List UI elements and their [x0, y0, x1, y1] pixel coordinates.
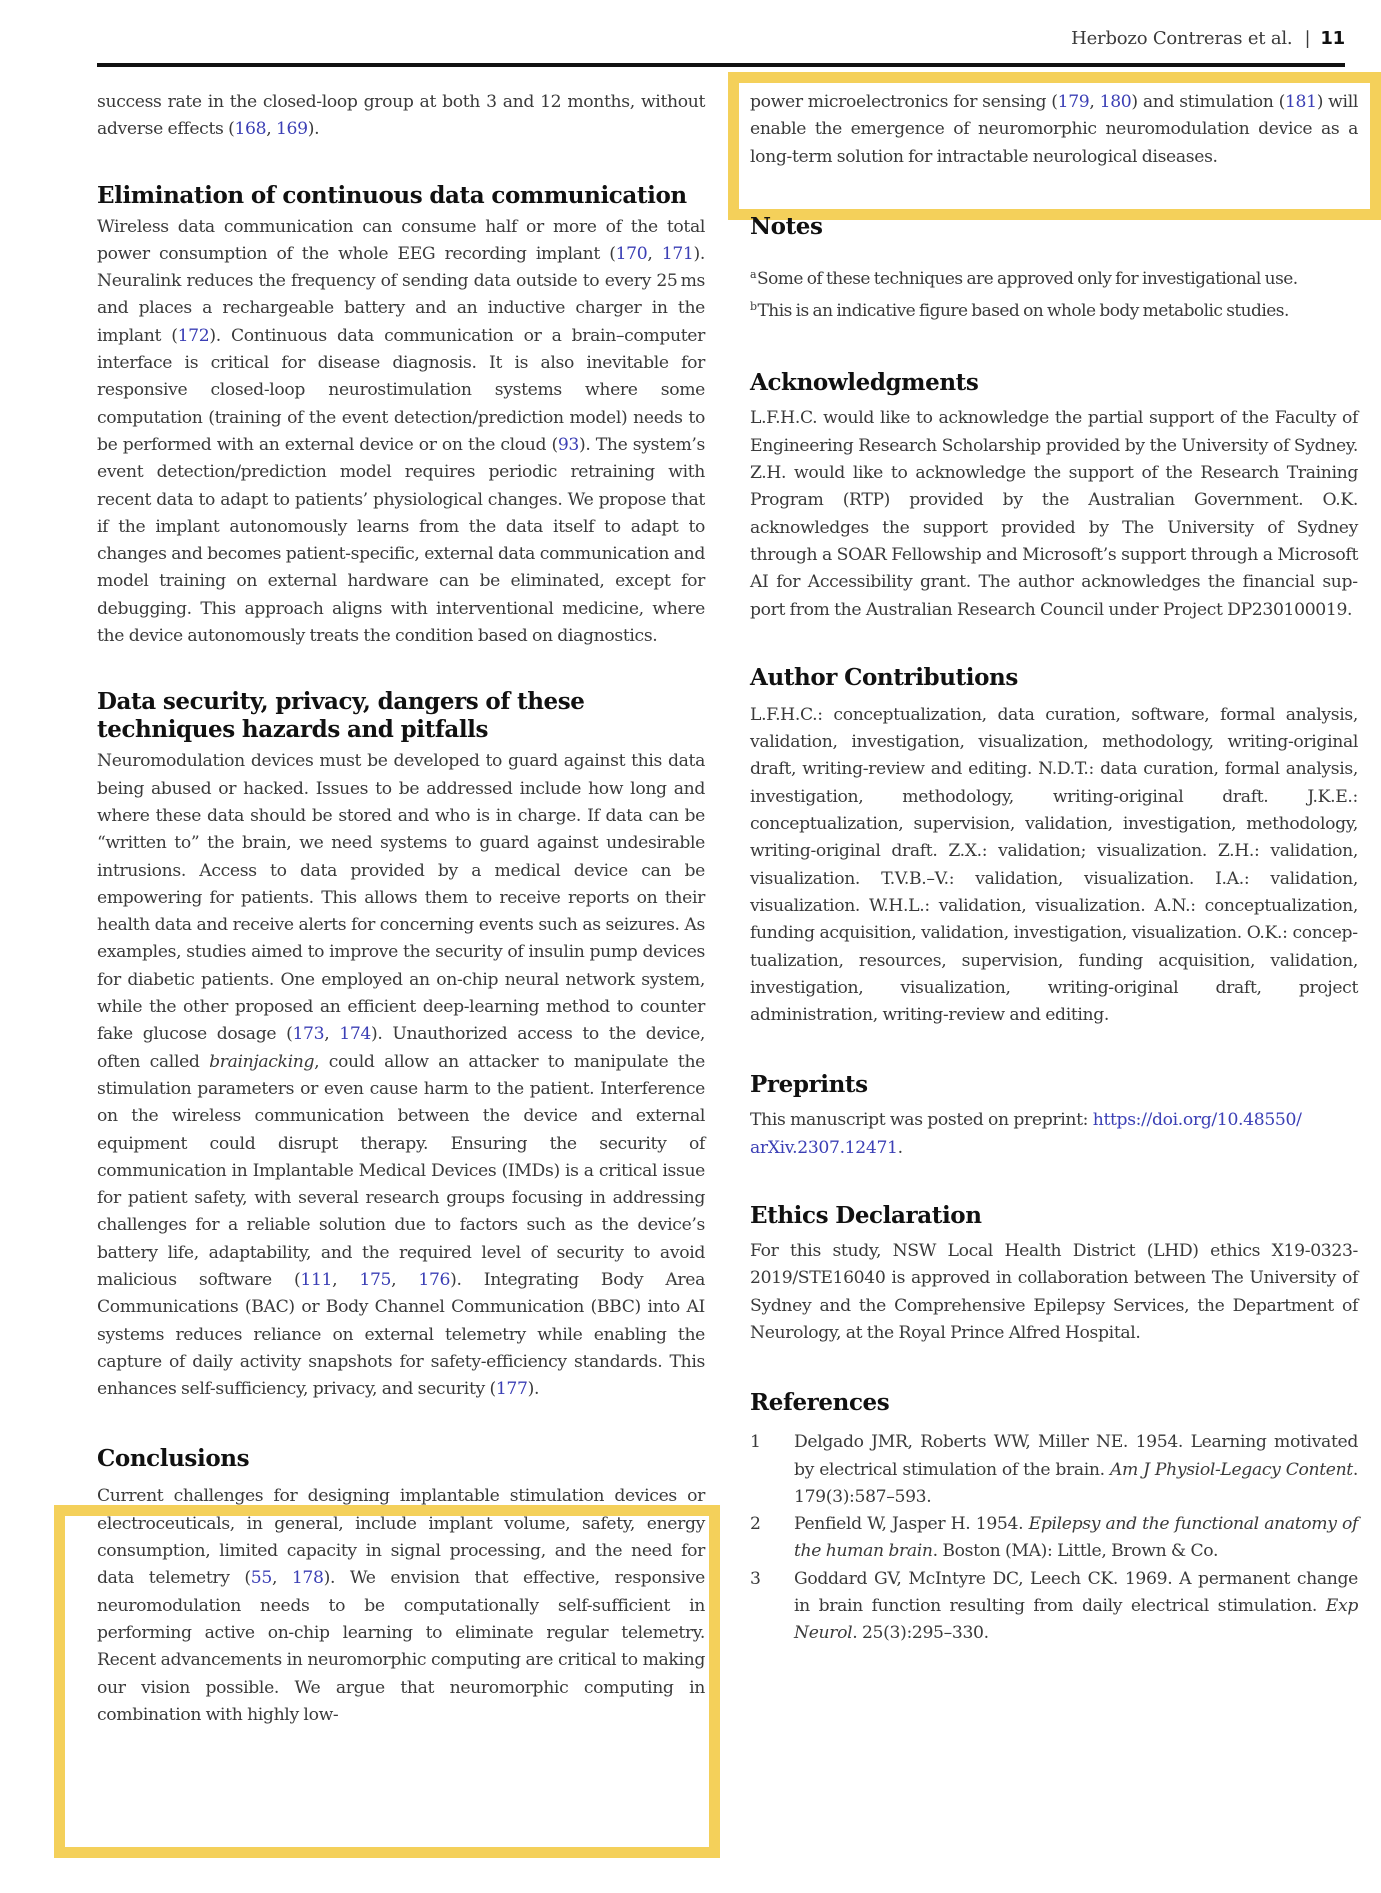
paragraph-conclusions: Current challenges for designing implantable stimulation devices or electroceuticals, in general, include implant volume, safety, energy consumption, limited capacity in signal processing, and the need for data telemetry (55, 178). We envision that effective, responsive neuromodulation needs to be computationally self-sufficient in performing active on-chip learning to eliminate regular telemetry. Recent advancements in neuromorphic computing are critical to making our vision possible. We argue that neuromorphic computing in combination with highly low- [97, 1486, 705, 1725]
citation-link[interactable]: 169 [275, 119, 308, 140]
section-heading-ethics: Ethics Declaration [750, 1202, 982, 1230]
reference-text: Penfield W, Jasper H. 1954. Epilepsy and the functional anatomy of the human brain. Boston (MA): Little, Brown & Co. [794, 1514, 1358, 1562]
right-column [750, 89, 1358, 1648]
section-heading-elimination: Elimination of continuous data communication [97, 181, 687, 209]
preprint-doi-link[interactable]: https://doi.org/10.48550/​arXiv.2307.12471 [750, 1110, 1302, 1158]
continued-paragraph: success rate in the closed-loop group at both 3 and 12 months, without adverse effects (168, 169). [97, 92, 705, 140]
paragraph-ethics: For this study, NSW Local Health District (LHD) ethics X19-0323-2019/STE16040 is approved in collaboration between The University of Sydney and the Comprehensive Epilepsy Services, the Department of Neurology, at the Royal Prince Alfred Hospital. [750, 1241, 1358, 1343]
citation-link[interactable]: 55 [250, 1568, 272, 1589]
paragraph-conclusions-continued: power microelectronics for sensing (179, 180) and stimulation (181) will enable the emergence of neuromorphic neuromodulation device as a long-term solution for intractable neurological diseases. [750, 92, 1358, 167]
citation-link[interactable]: 176 [418, 1269, 451, 1290]
paragraph-author-contributions: L.F.H.C.: conceptualization, data curation, software, formal analysis, validation, investigation, visualization, methodology, writing-original draft, writing-review and editing. N.D.T.: data curation, formal analysis, investigation, methodology, writing-original draft. J.K.E.: conceptualization, supervision, validation, investigation, methodology, writing-original draft. Z.X.: validation; visualization. Z.H.: validation, visualization. T.V.B.–V.: validation, visualization. I.A.: validation, visualization. W.H.L.: validation, visualization. A.N.: conceptualization, funding acquisition, validation, investigation, visualization. O.K.: conceptualization, resources, supervision, funding acquisition, validation, investigation, visualization, writing-original draft, project administration, writing-review and editing. [750, 704, 1358, 1026]
section-heading-acknowledgments: Acknowledgments [750, 369, 979, 397]
page-number: 11 [1320, 28, 1345, 49]
running-header [1071, 28, 1345, 49]
left-column [97, 89, 705, 1729]
reference-text: Delgado JMR, Roberts WW, Miller NE. 1954. Learning motivated by electrical stimulation of the brain. Am J Physiol-Legacy Content. 179(3):587–593. [794, 1432, 1358, 1507]
citation-link[interactable]: 173 [292, 1024, 325, 1045]
reference-number: 3 [750, 1568, 761, 1589]
header-separator: | [1304, 28, 1311, 49]
section-heading-preprints: Preprints [750, 1071, 868, 1099]
reference-item [750, 1566, 1358, 1648]
citation-link[interactable]: 168 [234, 119, 267, 140]
citation-link[interactable]: 178 [291, 1568, 324, 1589]
note-item: $^a$Some of these techniques are approved only for investigational use. [750, 267, 1298, 289]
reference-number: 2 [750, 1514, 761, 1535]
citation-link[interactable]: 175 [359, 1269, 392, 1290]
citation-link[interactable]: 111 [300, 1269, 333, 1290]
references-list [750, 1429, 1358, 1647]
section-heading-conclusions: Conclusions [97, 1445, 250, 1473]
citation-link[interactable]: 177 [495, 1379, 528, 1400]
citation-link[interactable]: 180 [1099, 92, 1132, 112]
header-rule [97, 63, 1345, 67]
section-heading-notes: Notes [750, 212, 823, 240]
italic-term: brainjacking [209, 1051, 315, 1072]
paragraph-security: Neuromodulation devices must be developed to guard against this data being abused or hacked. Issues to be addressed include how long and where these data should be stored and who is in charge. If data can be “written to” the brain, we need systems to guard against undesirable intrusions. Access to data provided by a medical device can be empowering for patients. This allows them to receive reports on their health data and receive alerts for concerning events such as seizures. As examples, studies aimed to improve the security of insulin pump devices for diabetic patients. One employed an on-chip neural network system, while the other proposed an efficient deep-learning method to counter fake glucose dosage (173, 174). Unauthorized access to the device, often called brainjacking, could allow an attacker to manipulate the stimulation parameters or even cause harm to the patient. Interference on the wireless communication between the device and external equipment could disrupt therapy. Ensuring the security of communication in Implantable Medical Devices (IMDs) is a critical issue for patient safety, with several research groups focusing in addressing challenges for a reliable solution due to factors such as the device’s battery life, adaptability, and the required level of security to avoid malicious software (111, 175, 176). Integrating Body Area Communications (BAC) or Body Channel Communication (BBC) into AI systems reduces reliance on external telemetry while enabling the capture of daily activity snapshots for safety-efficiency standards. This enhances self-sufficiency, privacy, and security (177). [97, 751, 706, 1400]
citation-link[interactable]: 179 [1057, 92, 1090, 112]
notes-list [750, 261, 1358, 326]
section-heading-security: Data security, privacy, dangers of these techniques hazards and pitfalls [97, 688, 585, 744]
reference-text: Goddard GV, McIntyre DC, Leech CK. 1969. A permanent change in brain function resulting from daily electrical stimulation. Exp Neurol. 25(3):295–330. [794, 1568, 1358, 1644]
citation-link[interactable]: 93 [557, 434, 580, 455]
reference-item [750, 1429, 1358, 1511]
running-title: Herbozo Contreras et al. [1071, 28, 1293, 49]
citation-link[interactable]: 171 [661, 243, 694, 264]
citation-link[interactable]: 174 [339, 1024, 372, 1045]
citation-link[interactable]: 170 [615, 243, 648, 264]
note-marker: a [750, 267, 757, 281]
section-heading-references: References [750, 1389, 890, 1417]
section-heading-author-contributions: Author Contributions [750, 663, 1018, 691]
reference-item [750, 1511, 1358, 1566]
paragraph-elimination: Wireless data communication can consume half or more of the total power consumption of the whole EEG recording implant (170, 171). Neuralink reduces the frequency of sending data outside to every 25 ms and places a rechargeable battery and an inductive charger in the implant (172). Continuous data communication or a brain–computer interface is critical for disease diagnosis. It is also inevitable for responsive closed-loop neurostimulation systems where some computation (training of the event detection/prediction model) needs to be performed with an external device or on the cloud (93). The system’s event detection/prediction model requires periodic retraining with recent data to adapt to patients’ physiological changes. We propose that if the implant autonomously learns from the data itself to adapt to changes and becomes patient-specific, external data communication and model training on external hardware can be eliminated, except for debugging. This approach aligns with interventional medicine, where the device autonomously treats the condition based on diagnostics. [97, 216, 705, 647]
citation-link[interactable]: 181 [1284, 92, 1317, 112]
citation-link[interactable]: 172 [177, 325, 210, 346]
note-item: $^b$This is an indicative figure based on whole body metabolic studies. [750, 300, 1289, 322]
paragraph-acknowledgments: L.F.H.C. would like to acknowledge the partial support of the Faculty of Engineering Research Scholarship provided by the University of Sydney. Z.H. would like to acknowledge the support of the Research Training Program (RTP) provided by the Australian Government. O.K. acknowledges the support provided by The University of Sydney through a SOAR Fellowship and Microsoft’s support through a Microsoft AI for Accessibility grant. The author acknowledges the financial support from the Australian Research Council under Project DP230100019. [750, 408, 1358, 620]
note-marker: b [750, 300, 757, 314]
paragraph-preprints: This manuscript was posted on preprint: https://doi.org/10.48550/​arXiv.2307.12471. [750, 1110, 1302, 1158]
reference-number: 1 [750, 1432, 761, 1453]
